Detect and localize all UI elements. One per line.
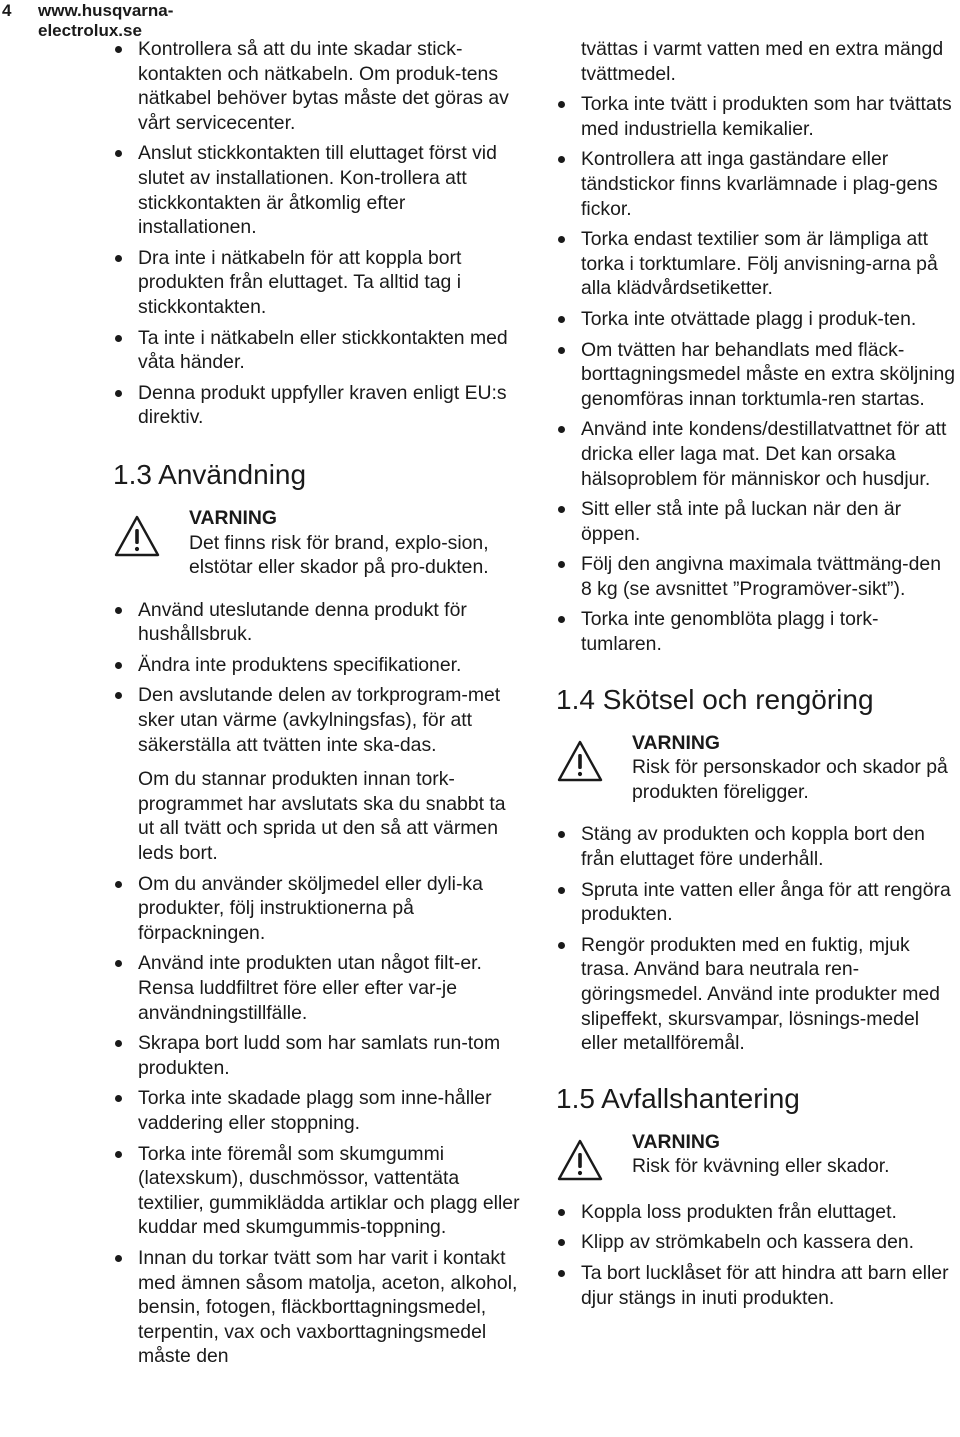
warning-body: Risk för kvävning eller skador. (632, 1155, 890, 1178)
warning-title: VARNING (632, 731, 720, 754)
list-item: Använd uteslutande denna produkt för hushållsbruk. (113, 598, 525, 647)
disposal-list (556, 1200, 956, 1310)
list-item: Torka inte genomblöta plagg i tork-tumlaren. (556, 607, 956, 656)
list-item: Följ den angivna maximala tvättmäng-den 8 kg (se avsnittet ”Programöver-sikt”). (556, 552, 956, 601)
page-number: 4 (2, 1, 12, 20)
warning-text (189, 506, 525, 580)
list-item: Sitt eller stå inte på luckan när den är öppen. (556, 497, 956, 546)
list-item: Rengör produkten med en fuktig, mjuk trasa. Använd bara neutrala ren-göringsmedel. Använd inte produkter med slipeffekt, skursvampar, lösnings-medel eller metallföremål. (556, 933, 956, 1056)
warning-text (632, 731, 956, 805)
list-item: Kontrollera att inga gaständare eller tändstickor finns kvarlämnade i plag-gens fickor. (556, 147, 956, 221)
section-title-care: 1.4 Skötsel och rengöring (556, 683, 874, 715)
usage-list-a (113, 598, 525, 758)
warning-body: Det finns risk för brand, explo-sion, elstötar eller skador på pro-dukten. (189, 531, 489, 579)
warning-triangle-icon (556, 739, 604, 783)
intro-list (113, 37, 525, 430)
list-item: Om du använder sköljmedel eller dyli-ka produkter, följ instruktionerna på förpackningen. (113, 872, 525, 946)
warning-title: VARNING (632, 1130, 720, 1153)
list-item: Klipp av strömkabeln och kassera den. (556, 1230, 956, 1255)
list-item: Innan du torkar tvätt som har varit i kontakt med ämnen såsom matolja, aceton, alkohol, bensin, fotogen, fläckborttagningsmedel, terpentin, vax och vaxborttagningsmedel måste den (113, 1246, 525, 1369)
list-item: Koppla loss produkten från eluttaget. (556, 1200, 956, 1225)
section-title-disposal: 1.5 Avfallshantering (556, 1082, 800, 1114)
list-item: Spruta inte vatten eller ånga för att rengöra produkten. (556, 878, 956, 927)
continued-text: tvättas i varmt vatten med en extra mängd tvättmedel. (581, 38, 944, 85)
list-item: Denna produkt uppfyller kraven enligt EU:s direktiv. (113, 381, 525, 430)
list-item: Ändra inte produktens specifikationer. (113, 653, 525, 678)
list-item: Ta bort lucklåset för att hindra att barn eller djur stängs in inuti produkten. (556, 1261, 956, 1310)
list-item: Den avslutande delen av torkprogram-met sker utan värme (avkylningsfas), för att säkerställa att tvätten inte ska-das. (113, 683, 525, 757)
site-url: www.husqvarna-electrolux.se (38, 1, 174, 40)
usage-list-b (113, 872, 525, 1369)
list-item: Kontrollera så att du inte skadar stick-kontakten och nätkabeln. Om produk-tens nätkabel behöver bytas måste det göras av vårt servicecenter. (113, 37, 525, 135)
list-item: Anslut stickkontakten till eluttaget först vid slutet av installationen. Kon-trollera att stickkontakten är åtkomlig efter installationen. (113, 141, 525, 239)
warning-box (556, 731, 956, 805)
usage-list-c (556, 92, 956, 656)
warning-title: VARNING (189, 506, 277, 529)
warning-triangle-icon (113, 514, 161, 558)
warning-box (556, 1130, 956, 1182)
list-item: Skrapa bort ludd som har samlats run-tom produkten. (113, 1031, 525, 1080)
list-item: Torka inte skadade plagg som inne-håller vaddering eller stoppning. (113, 1086, 525, 1135)
list-item: Torka endast textilier som är lämpliga att torka i torktumlare. Följ anvisning-arna på alla klädvårdsetiketter. (556, 227, 956, 301)
list-item: Ta inte i nätkabeln eller stickkontakten med våta händer. (113, 326, 525, 375)
list-item: Använd inte kondens/destillatvattnet för att dricka eller laga mat. Det kan orsaka hälsoproblem för människor och husdjur. (556, 417, 956, 491)
right-column (556, 37, 956, 1316)
list-item: Om tvätten har behandlats med fläck-borttagningsmedel måste en extra sköljning genomföras innan torktumla-ren startas. (556, 338, 956, 412)
list-item: Dra inte i nätkabeln för att koppla bort produkten från eluttaget. Ta alltid tag i stickkontakten. (113, 246, 525, 320)
section-title-usage: 1.3 Användning (113, 458, 307, 490)
warning-body: Risk för personskador och skador på produkten föreligger. (632, 756, 948, 803)
usage-paragraph: Om du stannar produkten innan tork-programmet har avslutats ska du snabbt ta ut all tvätt och sprida ut den så att värmen leds bort. (138, 768, 506, 865)
list-item: Torka inte otvättade plagg i produk-ten. (556, 307, 956, 332)
list-item: Torka inte tvätt i produkten som har tvättats med industriella kemikalier. (556, 92, 956, 141)
care-list (556, 822, 956, 1055)
list-item: Stäng av produkten och koppla bort den från eluttaget före underhåll. (556, 822, 956, 871)
left-column (113, 37, 525, 1375)
list-item: Använd inte produkten utan något filt-er. Rensa luddfiltret före eller efter var-je användningstillfälle. (113, 951, 525, 1025)
warning-box (113, 506, 525, 580)
warning-triangle-icon (556, 1138, 604, 1182)
warning-text (632, 1130, 956, 1179)
list-item: Torka inte föremål som skumgummi (latexskum), duschmössor, vattentäta textilier, gummiklädda artiklar och plagg eller kuddar med skumgummis-toppning. (113, 1142, 525, 1240)
